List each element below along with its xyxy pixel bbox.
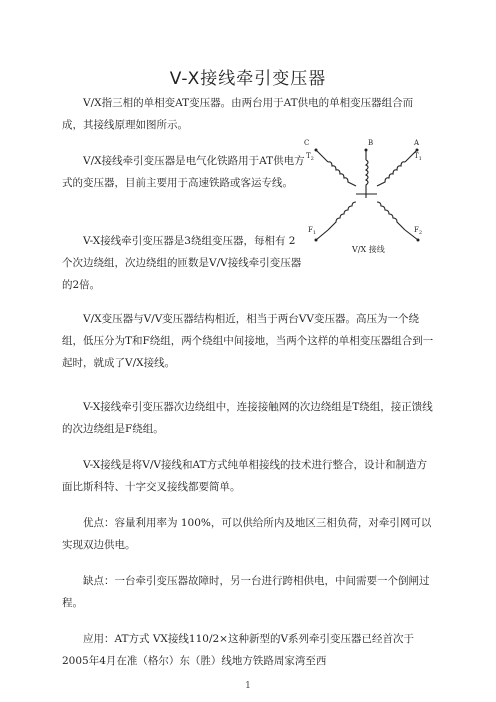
- label-t2: $T_2$: [306, 152, 314, 162]
- terminal-f1-dot: [315, 239, 318, 242]
- label-t1: $T_1$: [414, 152, 422, 162]
- paragraph-1: V/X指三相的单相变AT变压器。由两台用于AT供电的单相变压器组合而成，其接线原理如图所示。: [62, 97, 414, 131]
- label-f1: $F_1$: [308, 226, 317, 236]
- vx-wiring-diagram: [302, 136, 432, 260]
- document-title: V-X接线牵引变压器: [169, 69, 327, 89]
- paragraph-9: 应用：AT方式 VX接线110/2×这种新型的V系列牵引变压器已经首次于2005年4月在准（格尔）东（胜）线地方铁路周家湾至西: [62, 633, 415, 667]
- terminal-f2-dot: [417, 239, 420, 242]
- label-c: C: [304, 139, 310, 147]
- lead-c: [316, 150, 328, 162]
- label-a: A: [414, 139, 420, 147]
- paragraph-6: V-X接线是将V/V接线和AT方式纯单相接线的技术进行整合，设计和制造方面比斯科特、十字交叉接线都要简单。: [62, 459, 427, 493]
- paragraph-7: 优点：容量利用率为 100%，可以供给所内及地区三相负荷，对牵引网可以实现双边供电。: [62, 517, 432, 551]
- page-number: 1: [245, 681, 251, 691]
- paragraph-3: V-X接线牵引变压器是3绕组变压器，每相有 2 个次边绕组，次边绕组的匝数是V/V接线牵引变压器的2倍。: [62, 235, 302, 291]
- paragraph-2: V/X接线牵引变压器是电气化铁路用于AT供电方式的变压器，目前主要用于高速铁路或客运专线。: [62, 155, 305, 189]
- winding-center-coil: [366, 160, 368, 192]
- winding-lower-right-coil: [377, 202, 405, 230]
- paragraph-4: V/X变压器与V/V变压器结构相近，相当于两台VV变压器。高压为一个绕组，低压分为T和F绕组，两个绕组中间接地，当两个这样的单相变压器组合到一起时，就成了V/X接线。: [62, 313, 434, 369]
- figure-caption: V/X 接线: [352, 245, 385, 254]
- paragraph-8: 缺点：一台牵引变压器故障时，另一台进行跨相供电，中间需要一个倒闸过程。: [62, 575, 430, 609]
- terminal-c-dot: [315, 149, 318, 152]
- label-f2: $F_2$: [414, 226, 423, 236]
- label-b: B: [368, 139, 374, 147]
- terminal-b-dot: [365, 149, 368, 152]
- winding-lower-left-coil: [328, 202, 356, 230]
- winding-left-coil: [328, 162, 356, 186]
- winding-right-coil: [377, 162, 405, 186]
- lead-f1: [316, 230, 328, 240]
- paragraph-5: V-X接线牵引变压器次边绕组中，连接接触网的次边绕组是T绕组，接正馈线的次边绕组是F绕组。: [62, 401, 433, 435]
